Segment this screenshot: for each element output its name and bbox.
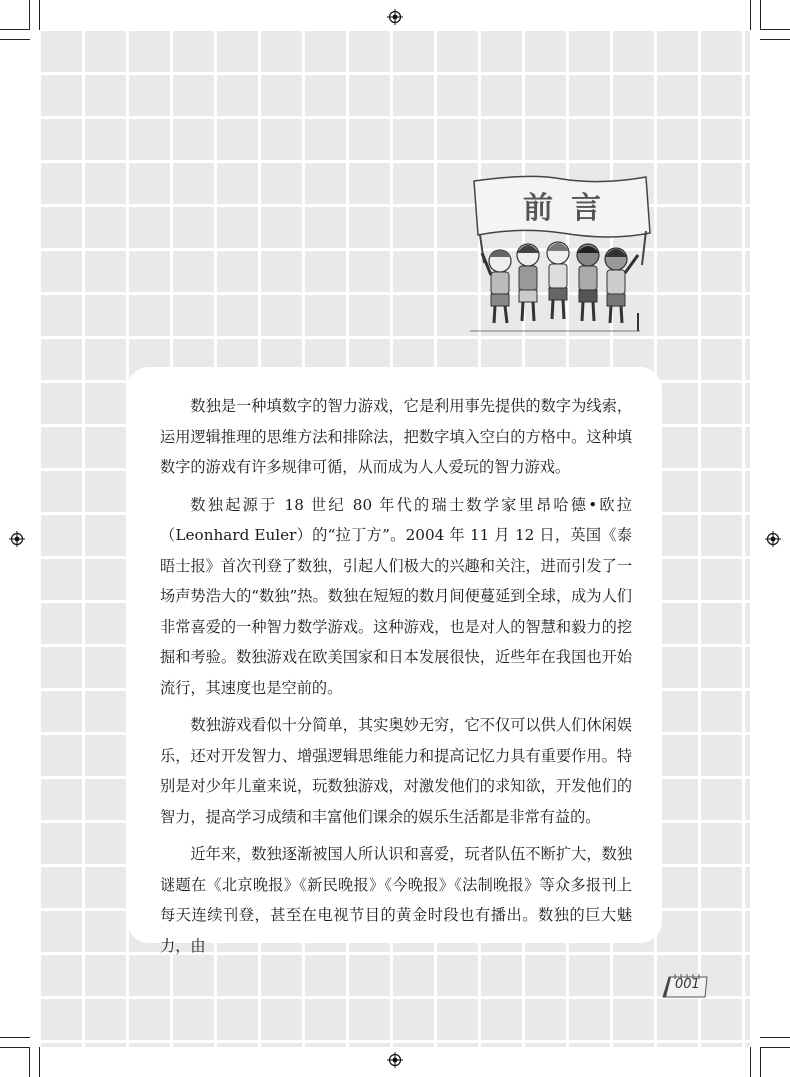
- crop-mark-top-left-h2: [0, 39, 30, 40]
- crop-mark-bottom-left-h2: [0, 1037, 30, 1038]
- page-number-folio: [661, 973, 711, 999]
- page-number: 001: [675, 977, 700, 992]
- registration-mark-icon: [387, 9, 403, 25]
- crop-mark-top-right-v2: [750, 0, 751, 30]
- registration-mark-icon: [387, 1052, 403, 1068]
- crop-mark-bottom-left-v2: [39, 1047, 40, 1077]
- crop-mark-bottom-right-h2: [760, 1037, 790, 1038]
- crop-mark-bottom-right-v2: [750, 1047, 751, 1077]
- paragraph: 数独游戏看似十分简单，其实奥妙无穷，它不仅可以供人们休闲娱乐，还对开发智力、增强逻辑思维能力和提高记忆力具有重要作用。特别是对少年儿童来说，玩数独游戏，对激发他们的求知欲，开发他们的智力，提高学习成绩和丰富他们课余的娱乐生活都是非常有益的。: [160, 716, 632, 826]
- preface-title: 前言: [523, 191, 619, 226]
- crop-mark-top-left-v: [29, 0, 30, 30]
- paragraph: 数独起源于 18 世纪 80 年代的瑞士数学家里昂哈德•欧拉（Leonhard Euler）的“拉丁方”。2004 年 11 月 12 日，英国《泰晤士报》首次刊登了数独，引起人们极大的兴趣和关注，进而引发了一场声势浩大的“数独”热。数独在短短的数月间便蔓延到全球，成为人们非常喜爱的一种智力数学游戏。这种游戏，也是对人的智慧和毅力的挖掘和考验。数独游戏在欧美国家和日本发展很快，近些年在我国也开始流行，其速度也是空前的。: [160, 495, 632, 697]
- preface-banner: [470, 173, 654, 333]
- crop-mark-bottom-right-h: [760, 1047, 790, 1048]
- crop-mark-top-right-h: [760, 29, 790, 30]
- paragraph: 数独是一种填数字的智力游戏，它是利用事先提供的数字为线索，运用逻辑推理的思维方法和排除法，把数字填入空白的方格中。这种填数字的游戏有许多规律可循，从而成为人人爱玩的智力游戏。: [160, 397, 632, 476]
- registration-mark-icon: [765, 531, 781, 547]
- crop-mark-top-left-h: [0, 29, 30, 30]
- preface-body: [160, 391, 632, 968]
- crop-mark-top-left-v2: [39, 0, 40, 30]
- crop-mark-bottom-left-v: [29, 1047, 30, 1077]
- crop-mark-top-right-h2: [760, 39, 790, 40]
- crop-mark-top-right-v: [760, 0, 761, 30]
- preface-text-card: [127, 367, 662, 955]
- crop-mark-bottom-right-v: [760, 1047, 761, 1077]
- registration-mark-icon: [9, 531, 25, 547]
- crop-mark-bottom-left-h: [0, 1047, 30, 1048]
- paragraph: 近年来，数独逐渐被国人所认识和喜爱，玩者队伍不断扩大，数独谜题在《北京晚报》《新民晚报》《今晚报》《法制晚报》等众多报刊上每天连续刊登，甚至在电视节目的黄金时段也有播出。数独的巨大魅力，由: [160, 845, 632, 955]
